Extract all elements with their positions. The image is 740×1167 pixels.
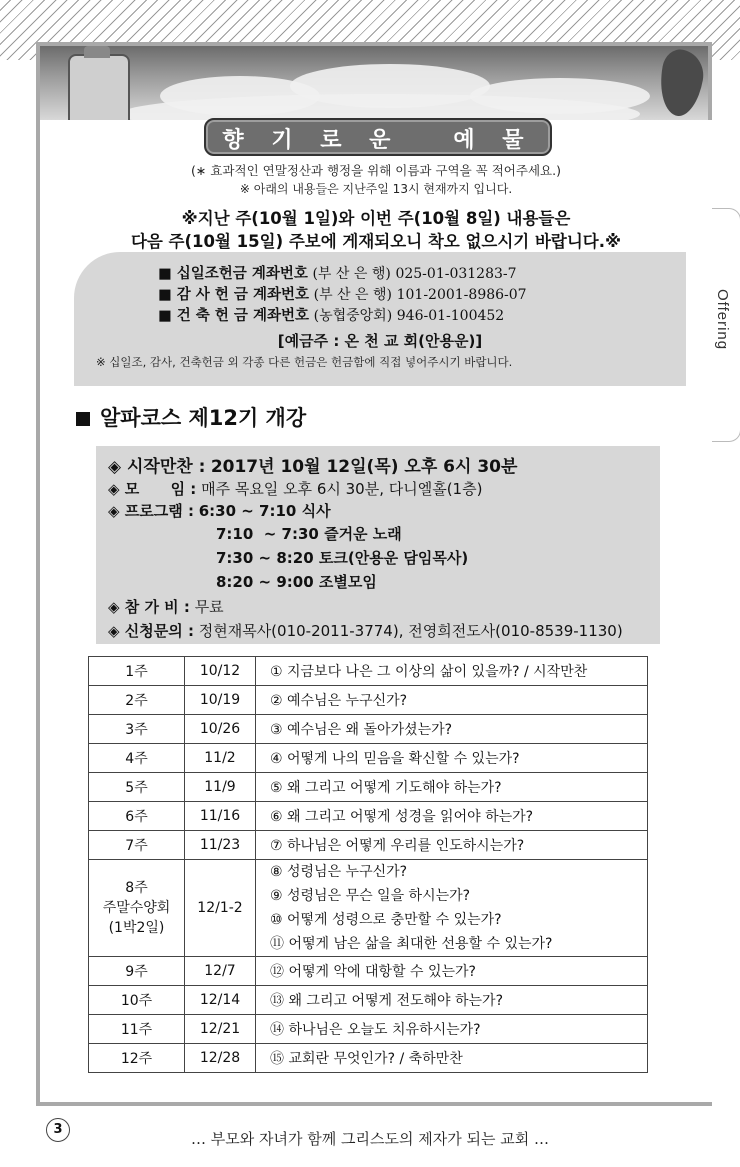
topic-cell (256, 657, 648, 686)
account-number: 025-01-031283-7 (395, 266, 517, 282)
table-row (89, 1044, 648, 1073)
offering-title-banner (204, 118, 552, 156)
week-cell: 3주 (89, 715, 185, 744)
notice-line-2: 다음 주(10월 15일) 주보에 게재되오니 착오 없으시기 바랍니다.※ (130, 232, 622, 251)
date-cell: 12/7 (185, 957, 256, 986)
program-item: 7:10 ~ 7:30 즐거운 노래 (216, 525, 402, 543)
topic-text: ⑧ 성령님은 누구신가? (270, 864, 408, 880)
page-title: 향 기 로 운 예 물 (222, 127, 534, 153)
info-meeting (108, 478, 482, 499)
info-program (108, 500, 331, 521)
date-cell: 12/1-2 (185, 860, 256, 957)
offering-side-tab (712, 208, 740, 442)
topic-text: ⑦ 하나님은 어떻게 우리를 인도하시는가? (270, 838, 525, 854)
topic-text: ② 예수님은 누구신가? (270, 693, 408, 709)
date-cell: 11/16 (185, 802, 256, 831)
topic-cell (256, 802, 648, 831)
info-label: ◈ 신청문의 : (108, 622, 194, 640)
schedule-table (88, 656, 648, 1073)
account-label: ■ 감 사 헌 금 계좌번호 (158, 287, 309, 303)
topic-cell (256, 957, 648, 986)
topic-cell (256, 744, 648, 773)
date-cell: 12/28 (185, 1044, 256, 1073)
program-item: 6:30 ~ 7:10 식사 (198, 502, 331, 520)
date-cell: 10/12 (185, 657, 256, 686)
table-row (89, 773, 648, 802)
account-number: 946-01-100452 (396, 308, 505, 324)
square-bullet-icon (76, 412, 90, 426)
topic-cell (256, 986, 648, 1015)
account-bank: (부 산 은 행) (312, 266, 391, 282)
topic-text: ⑬ 왜 그리고 어떻게 전도해야 하는가? (270, 993, 504, 1009)
topic-cell (256, 1015, 648, 1044)
section-title: 알파코스 제12기 개강 (100, 406, 307, 430)
table-row (89, 715, 648, 744)
program-line (216, 523, 402, 544)
table-row (89, 1015, 648, 1044)
week-cell: 8주 주말수양회 (1박2일) (89, 860, 185, 957)
account-row (158, 262, 517, 283)
week-cell: 6주 (89, 802, 185, 831)
tower-icon (68, 54, 130, 120)
topic-cell (256, 831, 648, 860)
program-line (216, 571, 377, 592)
korea-map-icon (655, 47, 708, 119)
page-number: 3 (46, 1118, 70, 1142)
program-item: 8:20 ~ 9:00 조별모임 (216, 573, 377, 591)
week-cell: 1주 (89, 657, 185, 686)
date-cell: 10/19 (185, 686, 256, 715)
account-note: ※ 십일조, 감사, 건축헌금 외 각종 다른 헌금은 헌금함에 직접 넣어주시기 바랍니다. (96, 355, 513, 369)
table-row (89, 686, 648, 715)
info-start (108, 452, 517, 477)
week-cell: 9주 (89, 957, 185, 986)
topic-text: ⑤ 왜 그리고 어떻게 기도해야 하는가? (270, 780, 502, 796)
offering-timing-note: ※ 아래의 내용들은 지난주일 13시 현재까지 입니다. (239, 182, 513, 196)
account-bank: (부 산 은 행) (313, 287, 392, 303)
week-cell: 11주 (89, 1015, 185, 1044)
table-row (89, 860, 648, 957)
topic-text: ③ 예수님은 왜 돌아가셨는가? (270, 722, 453, 738)
account-row (158, 283, 527, 304)
account-row (158, 304, 504, 325)
table-row (89, 802, 648, 831)
sky-banner (40, 46, 708, 120)
info-contact (108, 620, 623, 641)
topic-cell (256, 715, 648, 744)
table-row (89, 986, 648, 1015)
account-number: 101-2001-8986-07 (396, 287, 527, 303)
info-fee (108, 596, 224, 617)
topic-text: ⑥ 왜 그리고 어떻게 성경을 읽어야 하는가? (270, 809, 534, 825)
table-row (89, 744, 648, 773)
topic-cell (256, 1044, 648, 1073)
topic-text: ⑭ 하나님은 오늘도 치유하시는가? (270, 1022, 481, 1038)
week-cell: 5주 (89, 773, 185, 802)
date-cell: 12/21 (185, 1015, 256, 1044)
section-heading (76, 402, 306, 432)
topic-text: ⑨ 성령님은 무슨 일을 하시는가? (270, 888, 471, 904)
topic-text: ⑪ 어떻게 남은 삶을 최대한 선용할 수 있는가? (270, 936, 553, 952)
date-cell: 12/14 (185, 986, 256, 1015)
topic-text: ④ 어떻게 나의 믿음을 확신할 수 있는가? (270, 751, 520, 767)
topic-text: ⑮ 교회란 무엇인가? / 축하만찬 (270, 1051, 463, 1067)
info-label: ◈ 모 임 : (108, 480, 197, 498)
topic-cell (256, 686, 648, 715)
notice-line-1: ※지난 주(10월 1일)와 이번 주(10월 8일) 내용들은 (181, 209, 571, 228)
footer-slogan: … 부모와 자녀가 함께 그리스도의 제자가 되는 교회 … (191, 1130, 549, 1148)
week-cell: 2주 (89, 686, 185, 715)
topic-cell (256, 860, 648, 957)
date-cell: 11/2 (185, 744, 256, 773)
table-row (89, 957, 648, 986)
topic-text: ① 지금보다 나은 그 이상의 삶이 있을까? / 시작만찬 (270, 664, 588, 680)
account-bank: (농협중앙회) (313, 308, 393, 324)
info-label: ◈ 시작만찬 : (108, 457, 206, 477)
info-value: 매주 목요일 오후 6시 30분, 다니엘홀(1층) (201, 480, 483, 498)
table-row (89, 657, 648, 686)
topic-text: ⑫ 어떻게 악에 대항할 수 있는가? (270, 964, 476, 980)
date-cell: 10/26 (185, 715, 256, 744)
info-label: ◈ 참 가 비 : (108, 598, 190, 616)
account-label: ■ 건 축 헌 금 계좌번호 (158, 308, 309, 324)
info-value: 정현재목사(010-2011-3774), 전영희전도사(010-8539-1130) (198, 622, 623, 640)
week-cell: 10주 (89, 986, 185, 1015)
date-cell: 11/23 (185, 831, 256, 860)
topic-cell (256, 773, 648, 802)
info-value: 무료 (194, 598, 224, 616)
info-label: ◈ 프로그램 : (108, 502, 194, 520)
date-cell: 11/9 (185, 773, 256, 802)
program-line (216, 547, 468, 568)
account-label: ■ 십일조헌금 계좌번호 (158, 266, 308, 282)
week-cell: 7주 (89, 831, 185, 860)
info-value: 2017년 10월 12일(목) 오후 6시 30분 (210, 457, 518, 477)
week-cell: 4주 (89, 744, 185, 773)
program-item: 7:30 ~ 8:20 토크(안용운 담임목사) (216, 549, 469, 567)
depositor: [예금주 : 온 천 교 회(안용운)] (277, 332, 483, 350)
table-row (89, 831, 648, 860)
week-cell: 12주 (89, 1044, 185, 1073)
offering-note: (∗ 효과적인 연말정산과 행정을 위해 이름과 구역을 꼭 적어주세요.) (191, 163, 561, 178)
side-tab-label: Offering (714, 289, 731, 351)
topic-text: ⑩ 어떻게 성령으로 충만할 수 있는가? (270, 912, 502, 928)
